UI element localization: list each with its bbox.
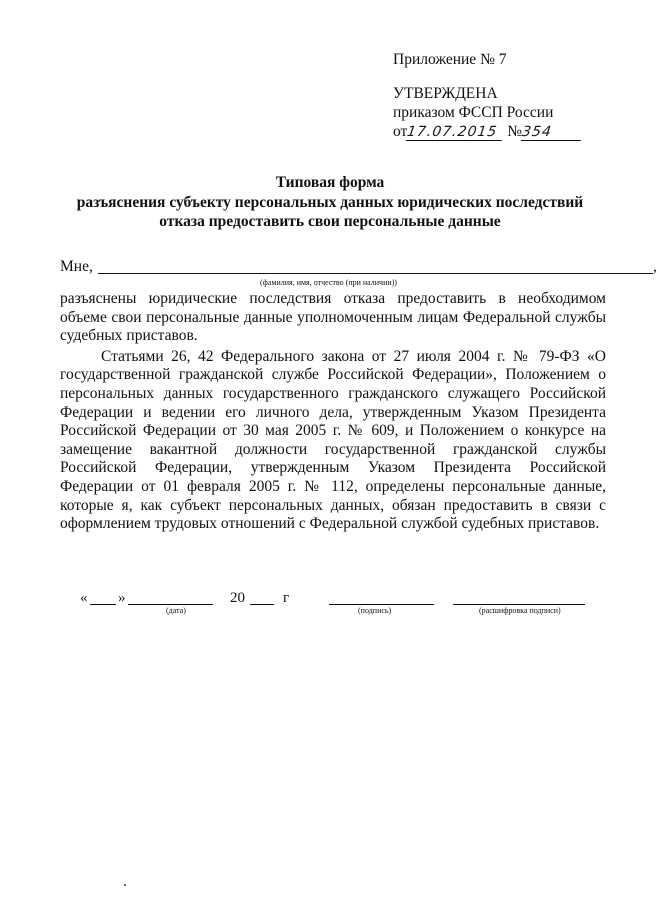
title-line-2: разъяснения субъекту персональных данных юридических последствий (76, 193, 584, 211)
number-prefix: № (507, 123, 522, 140)
title-line-1: Типовая форма (275, 174, 385, 191)
me-label: Мне, (60, 258, 93, 275)
approved-label: УТВЕРЖДЕНА (393, 85, 498, 102)
signature-hint: (подпись) (358, 606, 392, 615)
year-prefix: 20 (230, 590, 245, 606)
paragraph-1: разъяснены юридические последствия отказа предоставить в необходимом объеме свои персональные данные уполномоченным лицам Федеральной службы судебных приставов. (60, 290, 606, 345)
name-fill-line[interactable] (98, 273, 653, 274)
year-fill-line[interactable] (250, 590, 274, 605)
name-field-hint: (фамилия, имя, отчество (при наличии)) (260, 278, 397, 287)
year-suffix: г (283, 590, 290, 606)
month-fill-line[interactable] (128, 590, 213, 605)
approval-block (393, 50, 582, 141)
date-prefix: от (393, 123, 408, 140)
date-quote-open: « (80, 590, 88, 606)
title-line-3: отказа предоставить свои персональные данные (159, 213, 501, 230)
order-number-handwritten: 354 (521, 124, 583, 141)
order-reference: приказом ФССП России (393, 104, 554, 121)
date-quote-close: » (118, 590, 126, 606)
signature-fill-line[interactable] (329, 590, 434, 605)
date-hint: (дата) (166, 606, 186, 615)
document-title (60, 173, 600, 232)
day-fill-line[interactable] (90, 590, 116, 605)
document-body (60, 290, 606, 534)
paragraph-2: Статьями 26, 42 Федерального закона от 27 июля 2004 г. № 79-ФЗ «О государственной гражданской службе Российской Федерации», Положением о персональных данных государственного гражданского служащего Российской Федерации и ведении его личного дела, утвержденным Указом Президента Российской Федерации от 30 мая 2005 г. № 609, и Положением о конкурсе на замещение вакантной должности государственной гражданской службы Российской Федерации, утвержденным Указом Президента Российской Федерации от 01 февраля 2005 г. № 112, определены персональные данные, которые я, как субъект персональных данных, обязан предоставить в связи с оформлением трудовых отношений с Федеральной службой судебных приставов. (60, 347, 606, 533)
name-comma: , (653, 258, 657, 275)
appendix-number: Приложение № 7 (393, 51, 507, 68)
scan-speck (124, 884, 126, 886)
signature-decode-fill-line[interactable] (453, 590, 585, 605)
signature-decode-hint: (расшифровка подписи) (479, 606, 561, 615)
order-date-line (393, 122, 582, 141)
order-date-handwritten: 17.07.2015 (406, 124, 504, 141)
